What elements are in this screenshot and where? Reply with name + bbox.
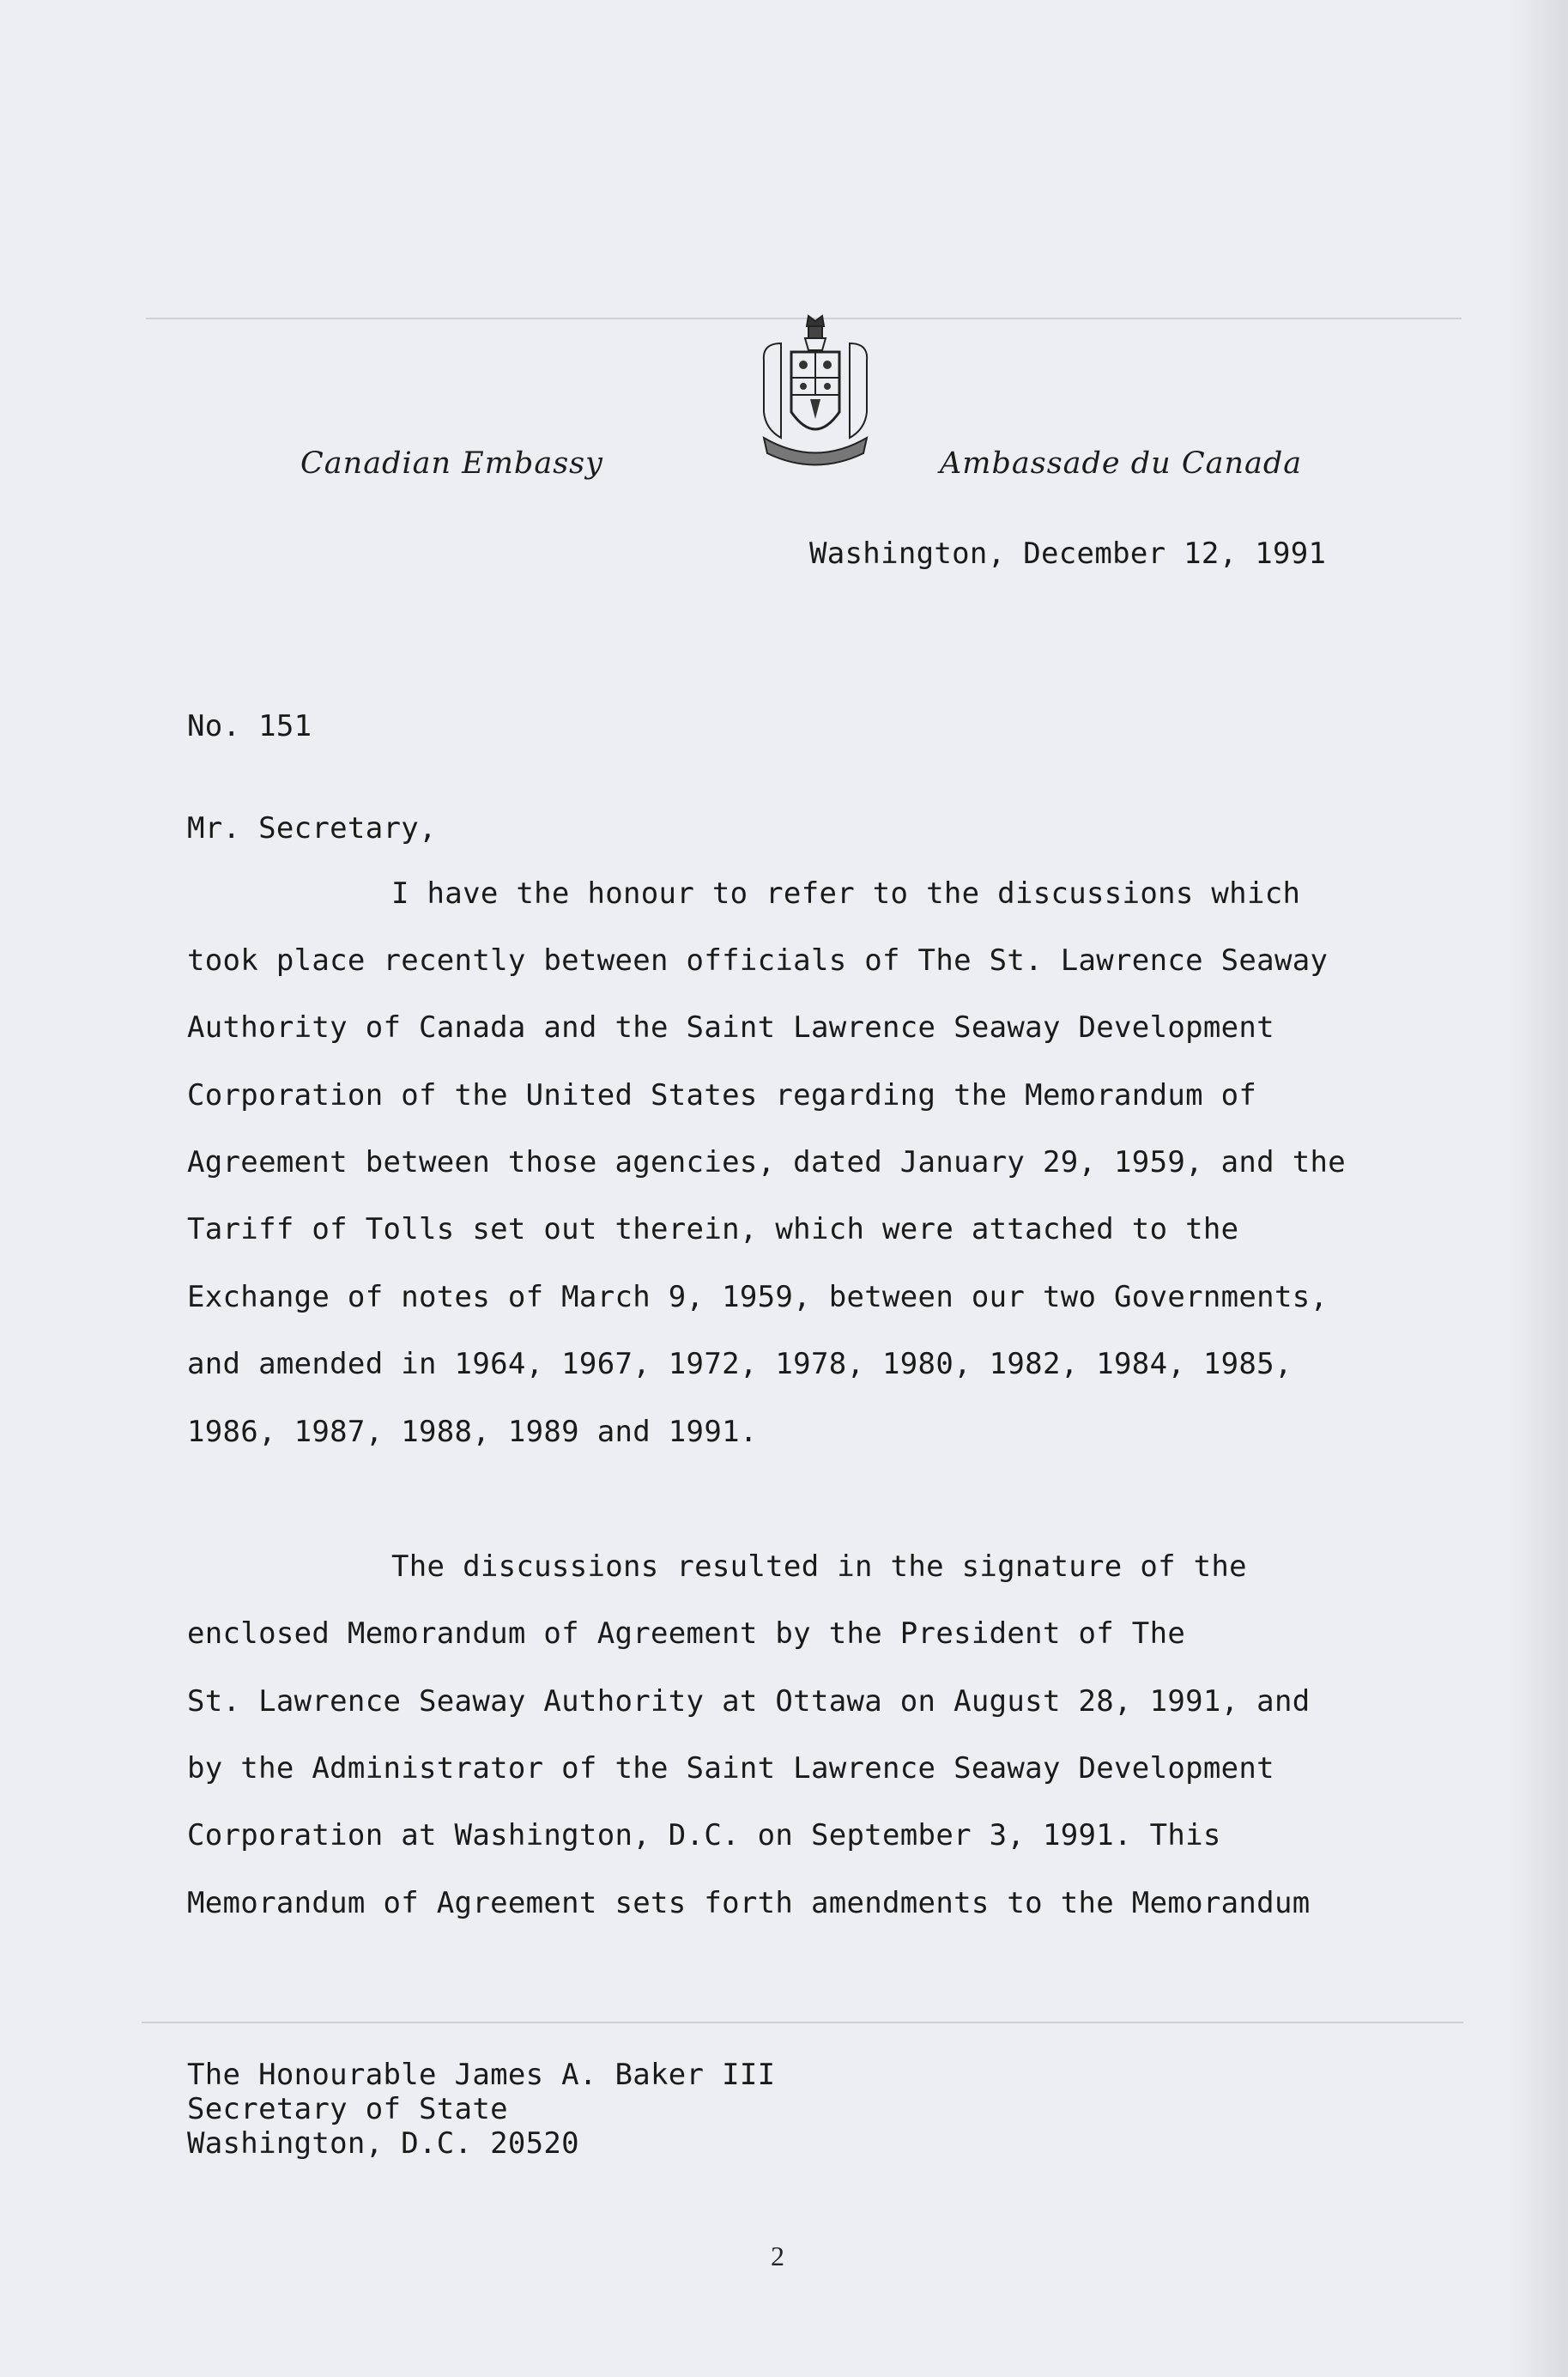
page-number: 2 xyxy=(771,2241,784,2271)
body-line: by the Administrator of the Saint Lawrence Seaway Development xyxy=(187,1751,1274,1786)
page-edge-shadow xyxy=(1508,0,1568,2377)
body-line: Corporation at Washington, D.C. on September 3, 1991. This xyxy=(187,1818,1221,1852)
body-line: The discussions resulted in the signature of the xyxy=(391,1549,1247,1584)
addressee-title: Secretary of State xyxy=(187,2092,508,2126)
body-line: Agreement between those agencies, dated January 29, 1959, and the xyxy=(187,1145,1347,1179)
body-line: St. Lawrence Seaway Authority at Ottawa on August 28, 1991, and xyxy=(187,1684,1311,1719)
salutation: Mr. Secretary, xyxy=(187,811,437,846)
addressee-name: The Honourable James A. Baker III xyxy=(187,2058,776,2092)
body-line: Corporation of the United States regarding the Memorandum of xyxy=(187,1078,1257,1113)
footer-rule xyxy=(142,2022,1463,2023)
body-line: enclosed Memorandum of Agreement by the President of The xyxy=(187,1616,1186,1651)
reference-number: No. 151 xyxy=(187,709,312,743)
body-line: took place recently between officials of The St. Lawrence Seaway xyxy=(187,943,1329,978)
body-line: Tariff of Tolls set out therein, which were attached to the xyxy=(187,1212,1239,1246)
body-line: 1986, 1987, 1988, 1989 and 1991. xyxy=(187,1415,758,1449)
body-line: Memorandum of Agreement sets forth amendments to the Memorandum xyxy=(187,1886,1311,1920)
body-line: Exchange of notes of March 9, 1959, between our two Governments, xyxy=(187,1280,1329,1314)
canada-coat-of-arms-icon xyxy=(747,309,884,481)
addressee-address: Washington, D.C. 20520 xyxy=(187,2126,579,2161)
body-line: I have the honour to refer to the discussions which xyxy=(391,876,1301,911)
body-line: Authority of Canada and the Saint Lawrence Seaway Development xyxy=(187,1010,1274,1045)
body-line: and amended in 1964, 1967, 1972, 1978, 1980, 1982, 1984, 1985, xyxy=(187,1347,1293,1381)
letterhead-left: Canadian Embassy xyxy=(300,446,603,481)
letterhead-right: Ambassade du Canada xyxy=(940,446,1303,481)
letter-date: Washington, December 12, 1991 xyxy=(809,537,1327,571)
